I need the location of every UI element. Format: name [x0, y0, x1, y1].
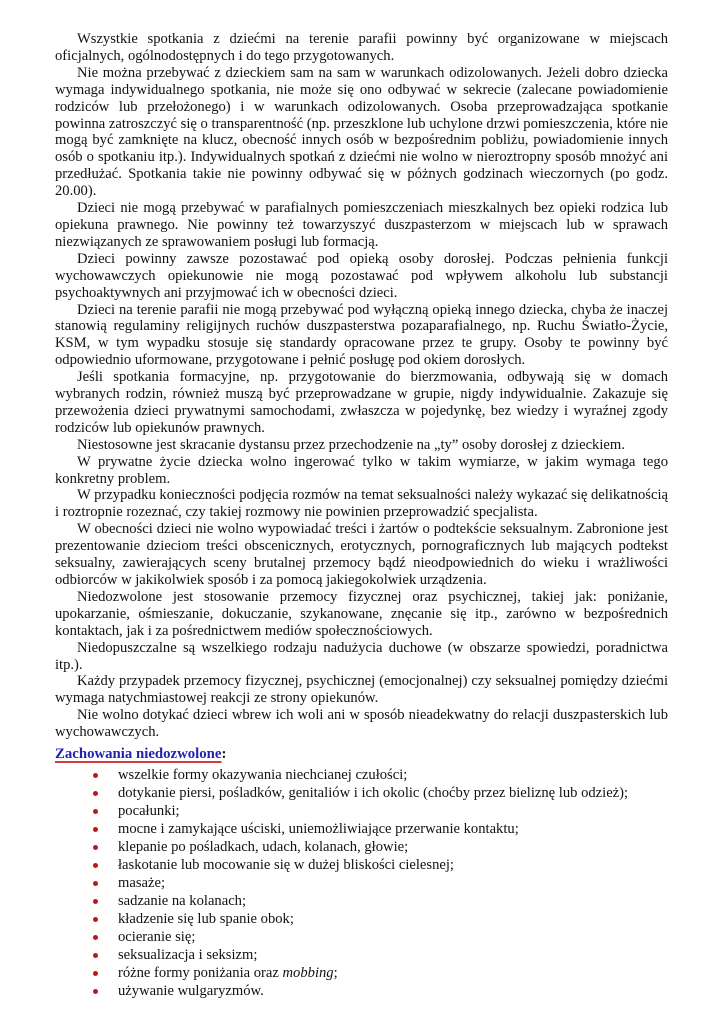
list-item-text: pocałunki;	[118, 803, 180, 820]
list-item	[55, 928, 668, 946]
paragraph: Wszystkie spotkania z dziećmi na terenie parafii powinny być organizowane w miejscach oficjalnych, ogólnodostępnych i do tego przygotowanych.	[55, 31, 668, 64]
bullet-icon	[93, 863, 98, 868]
bullet-icon	[93, 791, 98, 796]
list-item-text: różne formy poniżania oraz	[118, 965, 283, 982]
list-item-italic-text: mobbing	[282, 965, 334, 982]
list-item-text: używanie wulgaryzmów.	[118, 983, 264, 1000]
document-content	[55, 31, 668, 1000]
bullet-icon	[93, 989, 98, 994]
paragraph: Dzieci powinny zawsze pozostawać pod opieką osoby dorosłej. Podczas pełnienia funkcji wychowawczych opiekunowie nie mogą pozostawać pod wpływem alkoholu lub substancji psychoaktywnych ani przyjmować ich w obecności dzieci.	[55, 250, 668, 301]
list-item	[55, 802, 668, 820]
bullet-icon	[93, 935, 98, 940]
list-item	[55, 964, 668, 982]
list-item	[55, 874, 668, 892]
list-item-text: mocne i zamykające uściski, uniemożliwiające przerwanie kontaktu;	[118, 821, 519, 838]
paragraph: Niedozwolone jest stosowanie przemocy fizycznej oraz psychicznej, takiej jak: poniżanie, upokarzanie, ośmieszanie, dokuczanie, szykanowane, znęcanie się itp., zarówno w bezpośrednich kontaktach, jak i za pośrednictwem mediów społecznościowych.	[55, 588, 668, 639]
list-item-text: ;	[333, 965, 338, 982]
paragraph: Dzieci nie mogą przebywać w parafialnych pomieszczeniach mieszkalnych bez opieki rodzica lub opiekuna prawnego. Nie powinny też towarzyszyć duszpasterzom w miejscach lub w sprawach niezwiązanych ze sprawowaniem posługi lub formacją.	[55, 200, 668, 250]
list-item	[55, 838, 668, 856]
paragraph: W obecności dzieci nie wolno wypowiadać treści i żartów o podtekście seksualnym. Zabronione jest prezentowanie dzieciom treści obscenicznych, erotycznych, pornograficznych lub mających podtekst seksualny, zawierających sceny brutalnej przemocy bądź nieodpowiednich do wieku i wrażliwości odbiorców w jakikolwiek sposób i za pomocą jakiegokolwiek urządzenia.	[55, 521, 668, 588]
bullet-icon	[93, 827, 98, 832]
bullet-icon	[93, 971, 98, 976]
list-item-text: ocieranie się;	[118, 929, 196, 946]
bullet-icon	[93, 809, 98, 814]
section-heading-label: Zachowania niedozwolone	[55, 746, 222, 763]
list-item-text: klepanie po pośladkach, udach, kolanach, głowie;	[118, 839, 409, 856]
list-item-text: seksualizacja i seksizm;	[118, 947, 258, 964]
list-item-text: wszelkie formy okazywania niechcianej czułości;	[118, 767, 408, 784]
section-heading	[55, 745, 668, 763]
list-item	[55, 982, 668, 1000]
list-item-text: dotykanie piersi, pośladków, genitaliów i ich okolic (choćby przez bieliznę lub odzież);	[118, 785, 629, 802]
list-item	[55, 784, 668, 802]
list-item-text: masaże;	[118, 875, 165, 892]
paragraph: W prywatne życie dziecka wolno ingerować tylko w takim wymiarze, w jakim wymaga tego konkretny problem.	[55, 453, 668, 487]
list-item-text: kładzenie się lub spanie obok;	[118, 911, 294, 928]
list-item	[55, 766, 668, 784]
list-item	[55, 946, 668, 964]
paragraph: W przypadku konieczności podjęcia rozmów na temat seksualności należy wykazać się delikatnością i roztropnie rozeznać, czy takiej rozmowy nie powinien przeprowadzić specjalista.	[55, 487, 668, 521]
paragraph: Dzieci na terenie parafii nie mogą przebywać pod wyłączną opieką innego dziecka, chyba że inaczej stanowią regulaminy religijnych ruchów duszpasterstwa pozaparafialnego, np. Ruchu Światło-Życie, KSM, w tym wypadku stosuje się standardy opracowane przez te grupy. Osoby te powinny być odpowiednio uformowane, przygotowane i pełnić posługę pod okiem dorosłych.	[55, 301, 668, 369]
list-item	[55, 820, 668, 838]
section-heading-colon: :	[221, 746, 227, 763]
paragraph: Nie można przebywać z dzieckiem sam na sam w warunkach odizolowanych. Jeżeli dobro dziecka wymaga indywidualnego spotkania, nie może się ono odbywać w sekrecie (zalecane powiadomienie rodziców lub przełożonego) i w warunkach odizolowanych. Osoba przeprowadzająca spotkanie powinna zatroszczyć się o transparentność (np. przeszklone lub uchylone drzwi pomieszczenia, które nie mogą być zamknięte na klucz, obecność innych osób w bezpośrednim pobliżu, powiadomienie innych osób o spotkaniu itp.). Indywidualnych spotkań z dziećmi nie wolno w nieroztropny sposób mnożyć ani przedłużać. Spotkania takie nie powinny odbywać się w póżnych godzinach wieczornych (po godz. 20.00).	[55, 64, 668, 200]
paragraph: Niestosowne jest skracanie dystansu przez przechodzenie na „ty” osoby dorosłej z dzieckiem.	[77, 436, 625, 453]
bullet-icon	[93, 899, 98, 904]
bullet-icon	[93, 845, 98, 850]
list-item-text: łaskotanie lub mocowanie się w dużej bliskości cielesnej;	[118, 857, 454, 874]
paragraph: Nie wolno dotykać dzieci wbrew ich woli ani w sposób nieadekwatny do relacji duszpasterskich lub wychowawczych.	[55, 707, 668, 741]
bullet-icon	[93, 773, 98, 778]
list-item-text: sadzanie na kolanach;	[118, 893, 247, 910]
list-item	[55, 910, 668, 928]
paragraph: Niedopuszczalne są wszelkiego rodzaju nadużycia duchowe (w obszarze spowiedzi, poradnictwa itp.).	[55, 639, 668, 673]
bullet-icon	[93, 953, 98, 958]
list-item	[55, 892, 668, 910]
list-item	[55, 856, 668, 874]
bullet-icon	[93, 881, 98, 886]
paragraph: Jeśli spotkania formacyjne, np. przygotowanie do bierzmowania, odbywają się w domach wybranych rodzin, również muszą być przeprowadzane w grupie, nigdy indywidualnie. Zakazuje się przewożenia dzieci prywatnymi samochodami, zwłaszcza w pojedynkę, bez wiedzy i wyraźnej zgody rodziców lub opiekunów prawnych.	[55, 369, 668, 436]
paragraph: Każdy przypadek przemocy fizycznej, psychicznej (emocjonalnej) czy seksualnej pomiędzy dziećmi wymaga natychmiastowej reakcji ze strony opiekunów.	[55, 673, 668, 707]
bullet-icon	[93, 917, 98, 922]
prohibited-behaviors-list	[55, 766, 668, 1000]
